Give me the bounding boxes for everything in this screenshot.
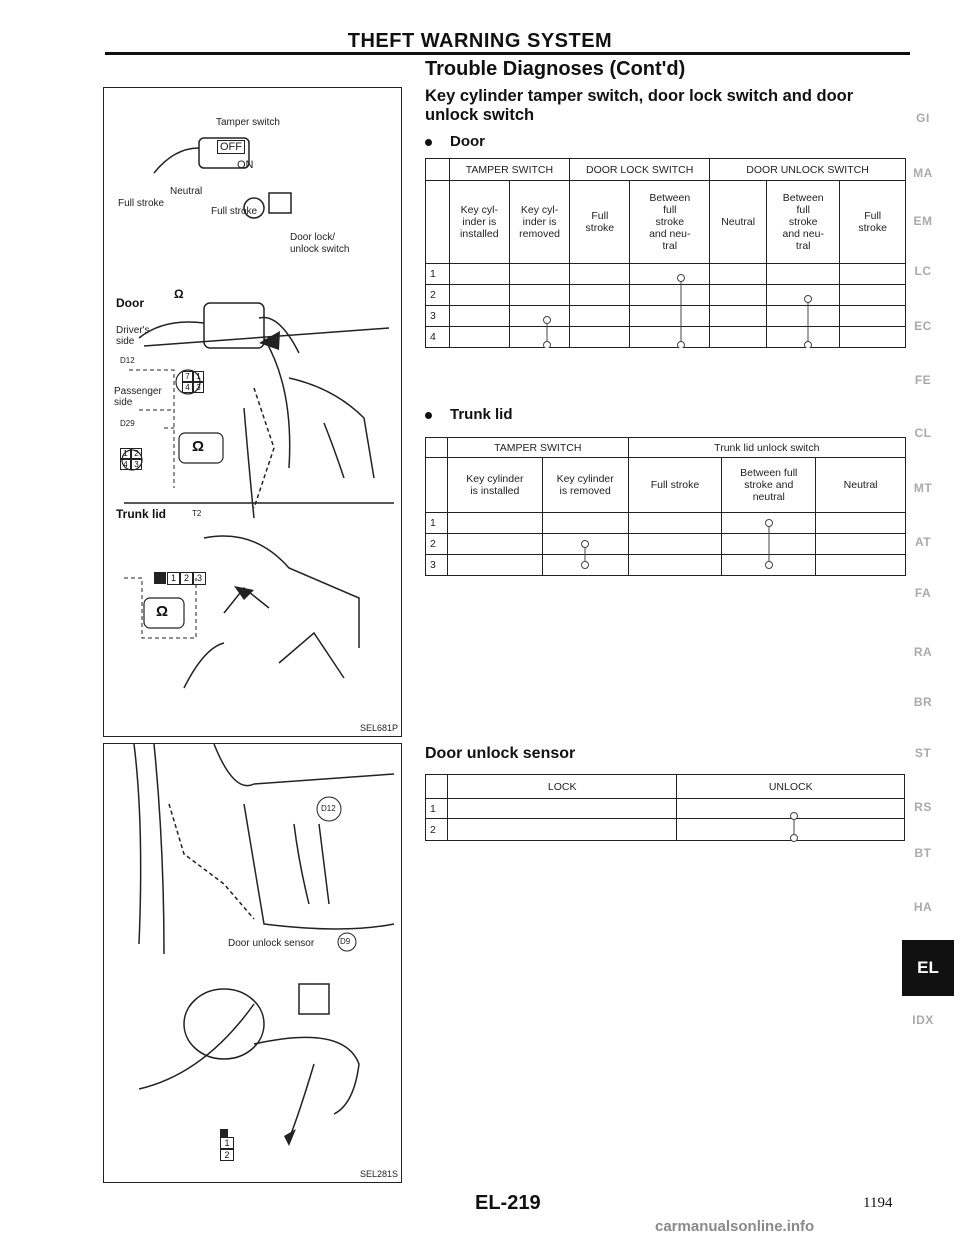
trunk-label: Trunk lid — [450, 406, 513, 423]
connector-pin: 4 — [182, 382, 193, 393]
door-panel-outline — [244, 804, 394, 929]
passenger-side-label: Passenger side — [114, 386, 162, 408]
group-header: Trunk lid unlock switch — [628, 438, 905, 458]
connector-d12-label: D12 — [120, 356, 135, 365]
trunk-outline — [279, 633, 344, 678]
neutral-label: Neutral — [170, 186, 203, 197]
ohm-symbol: Ω — [156, 603, 169, 620]
door-panel-outline — [324, 423, 344, 478]
side-tab-ec[interactable]: EC — [914, 319, 932, 333]
connector-pin: 7 — [182, 371, 193, 382]
harness — [319, 824, 329, 904]
figure-switch-diagram — [103, 87, 402, 737]
tamper-switch-label: Tamper switch — [216, 117, 280, 128]
door-panel-outline — [154, 744, 164, 954]
bullet-icon — [425, 139, 432, 146]
sensor-label: Door unlock sensor — [228, 938, 315, 949]
door-sensor-title: Door unlock sensor — [425, 745, 576, 762]
row-number: 1 — [426, 264, 450, 285]
harness — [254, 388, 274, 508]
door-panel-outline — [214, 744, 394, 786]
row-number: 3 — [426, 306, 450, 327]
door-label: Door — [116, 296, 144, 310]
side-tab-fe[interactable]: FE — [914, 373, 932, 387]
figure-sensor-diagram — [103, 743, 402, 1183]
door-panel-outline — [244, 408, 254, 518]
continuity-dot — [544, 342, 551, 349]
column-header: Full stroke — [628, 458, 722, 513]
side-tab-at[interactable]: AT — [914, 535, 932, 549]
switch-illustration — [104, 88, 401, 736]
connector-pin: 1 — [220, 1137, 234, 1149]
side-tab-bt[interactable]: BT — [914, 846, 932, 860]
full-stroke-right-label: Full stroke — [211, 206, 258, 217]
side-tab-lc[interactable]: LC — [914, 264, 932, 278]
row-number: 3 — [426, 555, 448, 576]
side-tab-ma[interactable]: MA — [913, 166, 933, 180]
door-label: Door — [450, 133, 485, 150]
trunk-continuity-marks — [425, 437, 906, 582]
side-tab-el-active[interactable]: EL — [902, 940, 954, 996]
ohm-symbol: Ω — [174, 287, 184, 301]
column-header: Full stroke — [840, 181, 906, 264]
trunk-lid-label: Trunk lid — [116, 507, 167, 521]
side-tab-cl[interactable]: CL — [914, 426, 932, 440]
column-header: Between full stroke and neutral — [722, 458, 816, 513]
connector-pin: 1 — [193, 371, 204, 382]
connector-pin: 1 — [120, 448, 131, 459]
door-lock-switch-label: Door lock/ unlock switch — [290, 232, 350, 255]
door-panel-outline — [264, 338, 290, 468]
continuity-dot — [805, 296, 812, 303]
column-header: Key cylinder is removed — [542, 458, 628, 513]
trunk-outline — [204, 536, 359, 648]
cable — [139, 1004, 254, 1089]
row-number: 1 — [426, 513, 448, 534]
connector-d12-label: D12 — [321, 804, 336, 813]
sensor-continuity-marks — [425, 774, 905, 844]
continuity-dot — [805, 342, 812, 349]
group-header: TAMPER SWITCH — [449, 159, 570, 181]
door-panel-outline — [289, 378, 374, 478]
header-rule — [105, 52, 910, 55]
trunk-bullet — [425, 406, 513, 423]
cable — [254, 1037, 359, 1114]
column-header: UNLOCK — [677, 775, 905, 799]
side-tab-em[interactable]: EM — [913, 214, 933, 228]
connector-pin: 2 — [180, 572, 193, 585]
column-header: Neutral — [816, 458, 906, 513]
trunk-outline — [184, 643, 224, 688]
side-tab-br[interactable]: BR — [913, 695, 933, 709]
side-tab-mt[interactable]: MT — [913, 481, 933, 495]
figure-code: SEL681P — [359, 723, 398, 733]
ohm-symbol: Ω — [192, 438, 205, 455]
pointer-arrow — [289, 1064, 314, 1139]
connector-pin: 3 — [131, 459, 142, 470]
row-number: 2 — [426, 285, 450, 306]
section-title: THEFT WARNING SYSTEM — [347, 30, 613, 52]
column-header: Key cylinder is installed — [447, 458, 542, 513]
side-tab-idx[interactable]: IDX — [912, 1013, 934, 1027]
continuity-dot — [544, 317, 551, 324]
connector-pin: 2 — [220, 1149, 234, 1161]
row-number: 2 — [426, 534, 448, 555]
connector-d29-label: D29 — [120, 419, 135, 428]
column-header: Key cyl- inder is installed — [449, 181, 509, 264]
connector-lock-icon — [220, 1129, 228, 1137]
harness — [169, 804, 254, 919]
continuity-dot — [791, 813, 798, 820]
row-number: 1 — [426, 799, 448, 819]
connector-pins-trunk — [154, 572, 206, 585]
drivers-side-label: Driver's side — [116, 325, 150, 347]
continuity-dot — [582, 562, 589, 569]
sensor-illustration — [104, 744, 401, 1182]
continuity-dot — [582, 541, 589, 548]
continuity-dot — [766, 562, 773, 569]
group-header: DOOR LOCK SWITCH — [570, 159, 710, 181]
page-id: EL-219 — [475, 1192, 541, 1214]
row-number: 2 — [426, 819, 448, 841]
cable — [154, 148, 199, 173]
connector-t2-label: T2 — [192, 509, 202, 518]
page-number: 1194 — [863, 1195, 893, 1211]
connector-icon — [299, 984, 329, 1014]
column-header: Between full stroke and neu- tral — [630, 181, 710, 264]
connector-pin: 3 — [193, 572, 206, 585]
column-header: LOCK — [447, 775, 676, 799]
page-title: Trouble Diagnoses (Cont'd) — [425, 58, 686, 80]
connector-lock-icon — [154, 572, 166, 584]
side-tab-gi[interactable]: GI — [916, 111, 930, 125]
bullet-icon — [425, 412, 432, 419]
side-tab-ra[interactable]: RA — [913, 645, 933, 659]
connector-d9-label: D9 — [340, 937, 351, 946]
continuity-dot — [791, 835, 798, 842]
sensor-body — [184, 989, 264, 1059]
connector-pin: 1 — [167, 572, 180, 585]
door-bullet — [425, 133, 485, 150]
subsection-title: Key cylinder tamper switch, door lock switch and door unlock switch — [425, 87, 854, 124]
on-label: ON — [237, 159, 254, 171]
connector-pin: 2 — [131, 448, 142, 459]
continuity-dot — [678, 342, 685, 349]
column-header: Between full stroke and neu- tral — [767, 181, 840, 264]
door-continuity-marks — [425, 158, 906, 348]
door-panel-outline — [134, 744, 141, 944]
side-tab-st[interactable]: ST — [914, 746, 932, 760]
group-header: DOOR UNLOCK SWITCH — [710, 159, 906, 181]
continuity-dot — [678, 275, 685, 282]
watermark: carmanualsonline.info — [655, 1218, 815, 1235]
figure-code: SEL281S — [359, 1169, 398, 1179]
column-header: Full stroke — [570, 181, 630, 264]
continuity-dot — [766, 520, 773, 527]
off-label: OFF — [217, 140, 245, 154]
side-tab-ha[interactable]: HA — [913, 900, 933, 914]
connector-pin: 3 — [193, 382, 204, 393]
side-tab-fa[interactable]: FA — [914, 586, 932, 600]
connector-pin: 4 — [120, 459, 131, 470]
column-header: Neutral — [710, 181, 767, 264]
column-header: Key cyl- inder is removed — [509, 181, 569, 264]
connector-pins-door — [182, 371, 204, 393]
connector-pins-tamper — [120, 448, 142, 470]
full-stroke-left-label: Full stroke — [118, 198, 165, 209]
connector-icon — [269, 193, 291, 213]
side-tab-rs[interactable]: RS — [914, 800, 932, 814]
harness — [294, 824, 309, 904]
row-number: 4 — [426, 327, 450, 348]
connector-pins-sensor — [220, 1129, 234, 1161]
group-header: TAMPER SWITCH — [447, 438, 628, 458]
